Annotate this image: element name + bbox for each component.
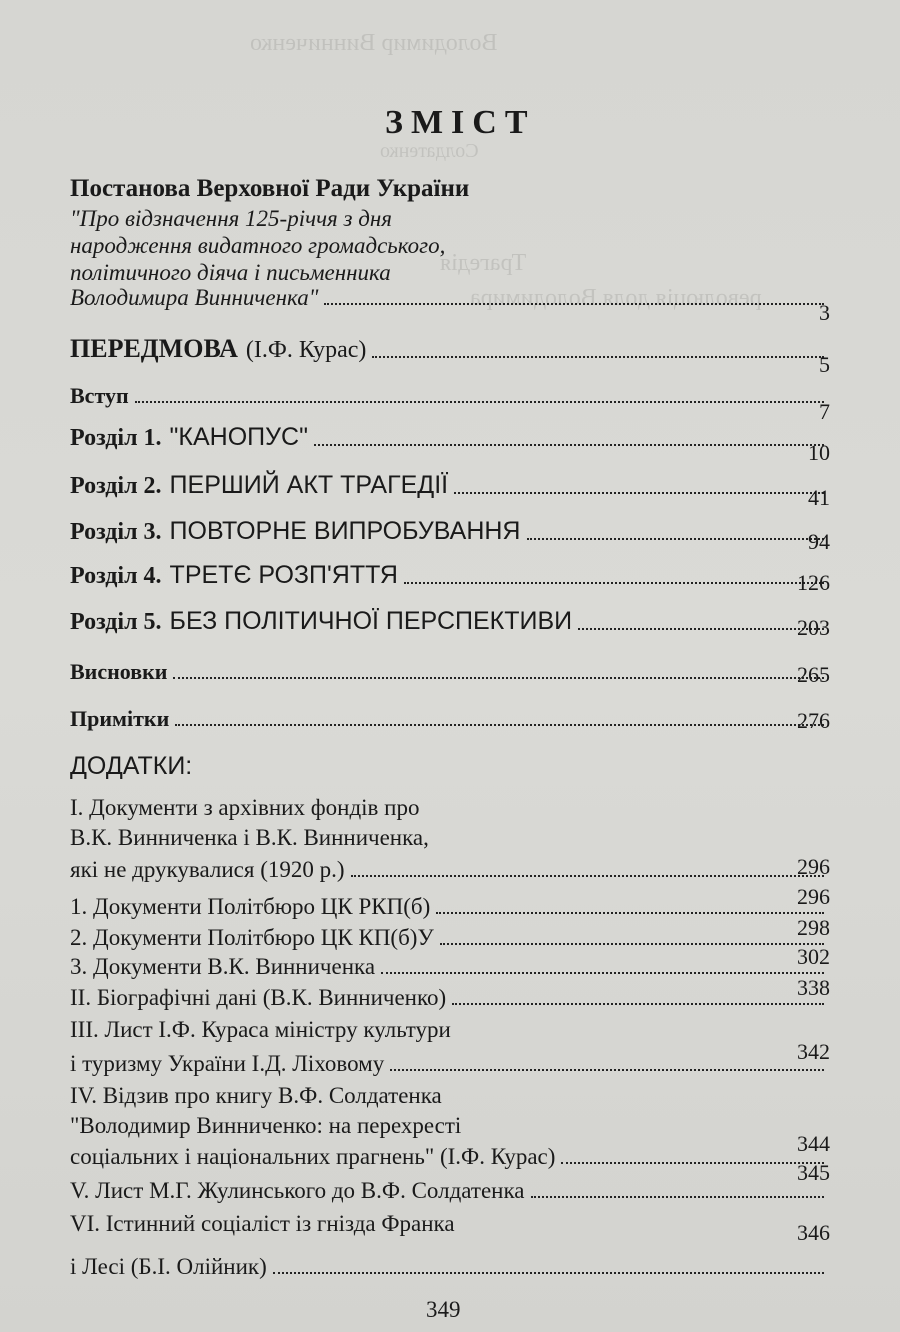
dot-leader [561,1162,824,1164]
dot-leader [531,1196,825,1198]
folio-page-number: 349 [426,1297,461,1322]
page-number: 346 [797,1220,830,1245]
dot-leader [324,303,824,305]
show-through-text: революція доля Володимира [470,285,762,311]
dot-leader [314,444,824,446]
appendix-line: соціальних і національних прагнень" (І.Ф. Курас) [70,1144,556,1169]
appendix-line: І. Документи з архівних фондів про [70,795,420,820]
dot-leader [578,628,824,630]
chapter-prefix: Розділ 2. [70,473,162,499]
dot-leader [440,943,824,945]
appendix-line: 3. Документи В.К. Винниченка [70,954,376,979]
toc-entry-chapter-3[interactable] [70,512,830,544]
intro-label: Вступ [70,383,129,408]
appendix-line: IV. Відзив про книгу В.Ф. Солдатенка [70,1083,442,1108]
page-number: 296 [797,884,830,909]
page-number: 94 [808,529,830,554]
chapter-prefix: Розділ 5. [70,609,162,635]
page-number: 342 [797,1039,830,1064]
dot-leader [351,875,824,877]
page-number: 5 [819,352,830,377]
toc-entry-notes[interactable] [70,698,830,733]
page-number: 302 [797,944,830,969]
page-number: 203 [797,615,830,640]
appendix-line: ІІІ. Лист І.Ф. Кураса міністру культури [70,1017,451,1042]
toc-entry-conclusions[interactable] [70,651,830,683]
dot-leader [404,582,824,584]
dot-leader [436,912,824,914]
toc-entry-appendix-iv[interactable] [70,1136,830,1168]
dot-leader [454,492,824,494]
page-number: 126 [797,570,830,595]
page-number: 10 [808,440,830,465]
toc-entry-appendix-vi[interactable] [70,1246,830,1278]
toc-entry-appendix-iii[interactable] [70,1039,830,1076]
page-number: 296 [797,854,830,879]
foreword-author: (І.Ф. Курас) [245,337,367,363]
chapter-prefix: Розділ 3. [70,519,162,545]
toc-entry-decree[interactable] [70,277,830,309]
appendix-line: ІІ. Біографічні дані (В.К. Винниченко) [70,985,447,1010]
appendix-heading: ДОДАТКИ: [70,752,193,780]
dot-leader [273,1272,824,1274]
page-number: 298 [797,915,830,940]
decree-line: політичного діяча і письменника [70,260,391,285]
toc-entry-appendix-2[interactable] [70,917,830,949]
dot-leader [135,401,824,403]
toc-entry-foreword[interactable] [70,330,830,362]
chapter-name: ПОВТОРНЕ ВИПРОБУВАННЯ [169,517,521,545]
appendix-line: В.К. Винниченка і В.К. Винниченка, [70,825,429,850]
chapter-name: "КАНОПУС" [169,423,308,451]
decree-line: народження видатного громадського, [70,233,446,258]
dot-leader [175,724,824,726]
appendix-line: 2. Документи Політбюро ЦК КП(б)У [70,925,434,950]
dot-leader [527,538,825,540]
dot-leader [381,972,824,974]
toc-entry-appendix-ii[interactable] [70,977,830,1009]
page-number: 265 [797,662,830,687]
page-number: 345 [797,1160,830,1185]
appendix-line: VI. Істинний соціаліст із гнізда Франка [70,1211,455,1236]
page-number: 338 [797,975,830,1000]
appendix-line: і Лесі (Б.І. Олійник) [70,1254,267,1279]
toc-entry-chapter-1[interactable] [70,418,830,450]
show-through-text: Солдатенко [380,140,479,162]
appendix-line: і туризму України І.Д. Ліховому [70,1051,385,1076]
appendix-line: 1. Документи Політбюро ЦК РКП(б) [70,894,431,919]
dot-leader [390,1069,824,1071]
appendix-line: "Володимир Винниченко: на перехресті [70,1113,462,1138]
toc-entry-appendix-3[interactable] [70,946,830,978]
chapter-prefix: Розділ 4. [70,563,162,589]
toc-entry-appendix-v[interactable] [70,1170,830,1202]
decree-line: "Про відзначення 125-річчя з дня [70,206,392,231]
show-through-text: Володимир Винниченко [250,30,498,56]
chapter-prefix: Розділ 1. [70,425,162,451]
dot-leader [372,356,824,358]
page-number: 7 [819,399,830,424]
chapter-name: БЕЗ ПОЛІТИЧНОЇ ПЕРСПЕКТИВИ [169,607,573,635]
decree-line: Володимира Винниченка" [70,285,319,310]
chapter-name: ТРЕТЄ РОЗП'ЯТТЯ [169,561,398,589]
page-number: 276 [797,708,830,733]
show-through-text: Трагедія [440,250,527,276]
notes-label: Примітки [70,706,170,731]
page-number: 344 [797,1131,830,1156]
page-number: 41 [808,485,830,510]
toc-entry-chapter-5[interactable] [70,602,830,634]
page-title: ЗМІСТ [385,104,536,141]
decree-heading: Постанова Верховної Ради України [70,175,470,202]
dot-leader [173,677,824,679]
toc-entry-chapter-4[interactable] [70,556,830,588]
dot-leader [452,1003,824,1005]
appendix-line: V. Лист М.Г. Жулинського до В.Ф. Солдатенка [70,1178,525,1203]
toc-entry-chapter-2[interactable] [70,466,830,498]
toc-entry-appendix-1[interactable] [70,886,830,918]
conclusions-label: Висновки [70,659,168,684]
toc-entry-intro[interactable] [70,375,830,407]
page-number: 3 [819,300,830,325]
toc-entry-appendix-i[interactable] [70,849,830,881]
chapter-name: ПЕРШИЙ АКТ ТРАГЕДІЇ [169,471,449,499]
foreword-label: ПЕРЕДМОВА [70,334,238,363]
appendix-line: які не друкувалися (1920 р.) [70,857,345,882]
